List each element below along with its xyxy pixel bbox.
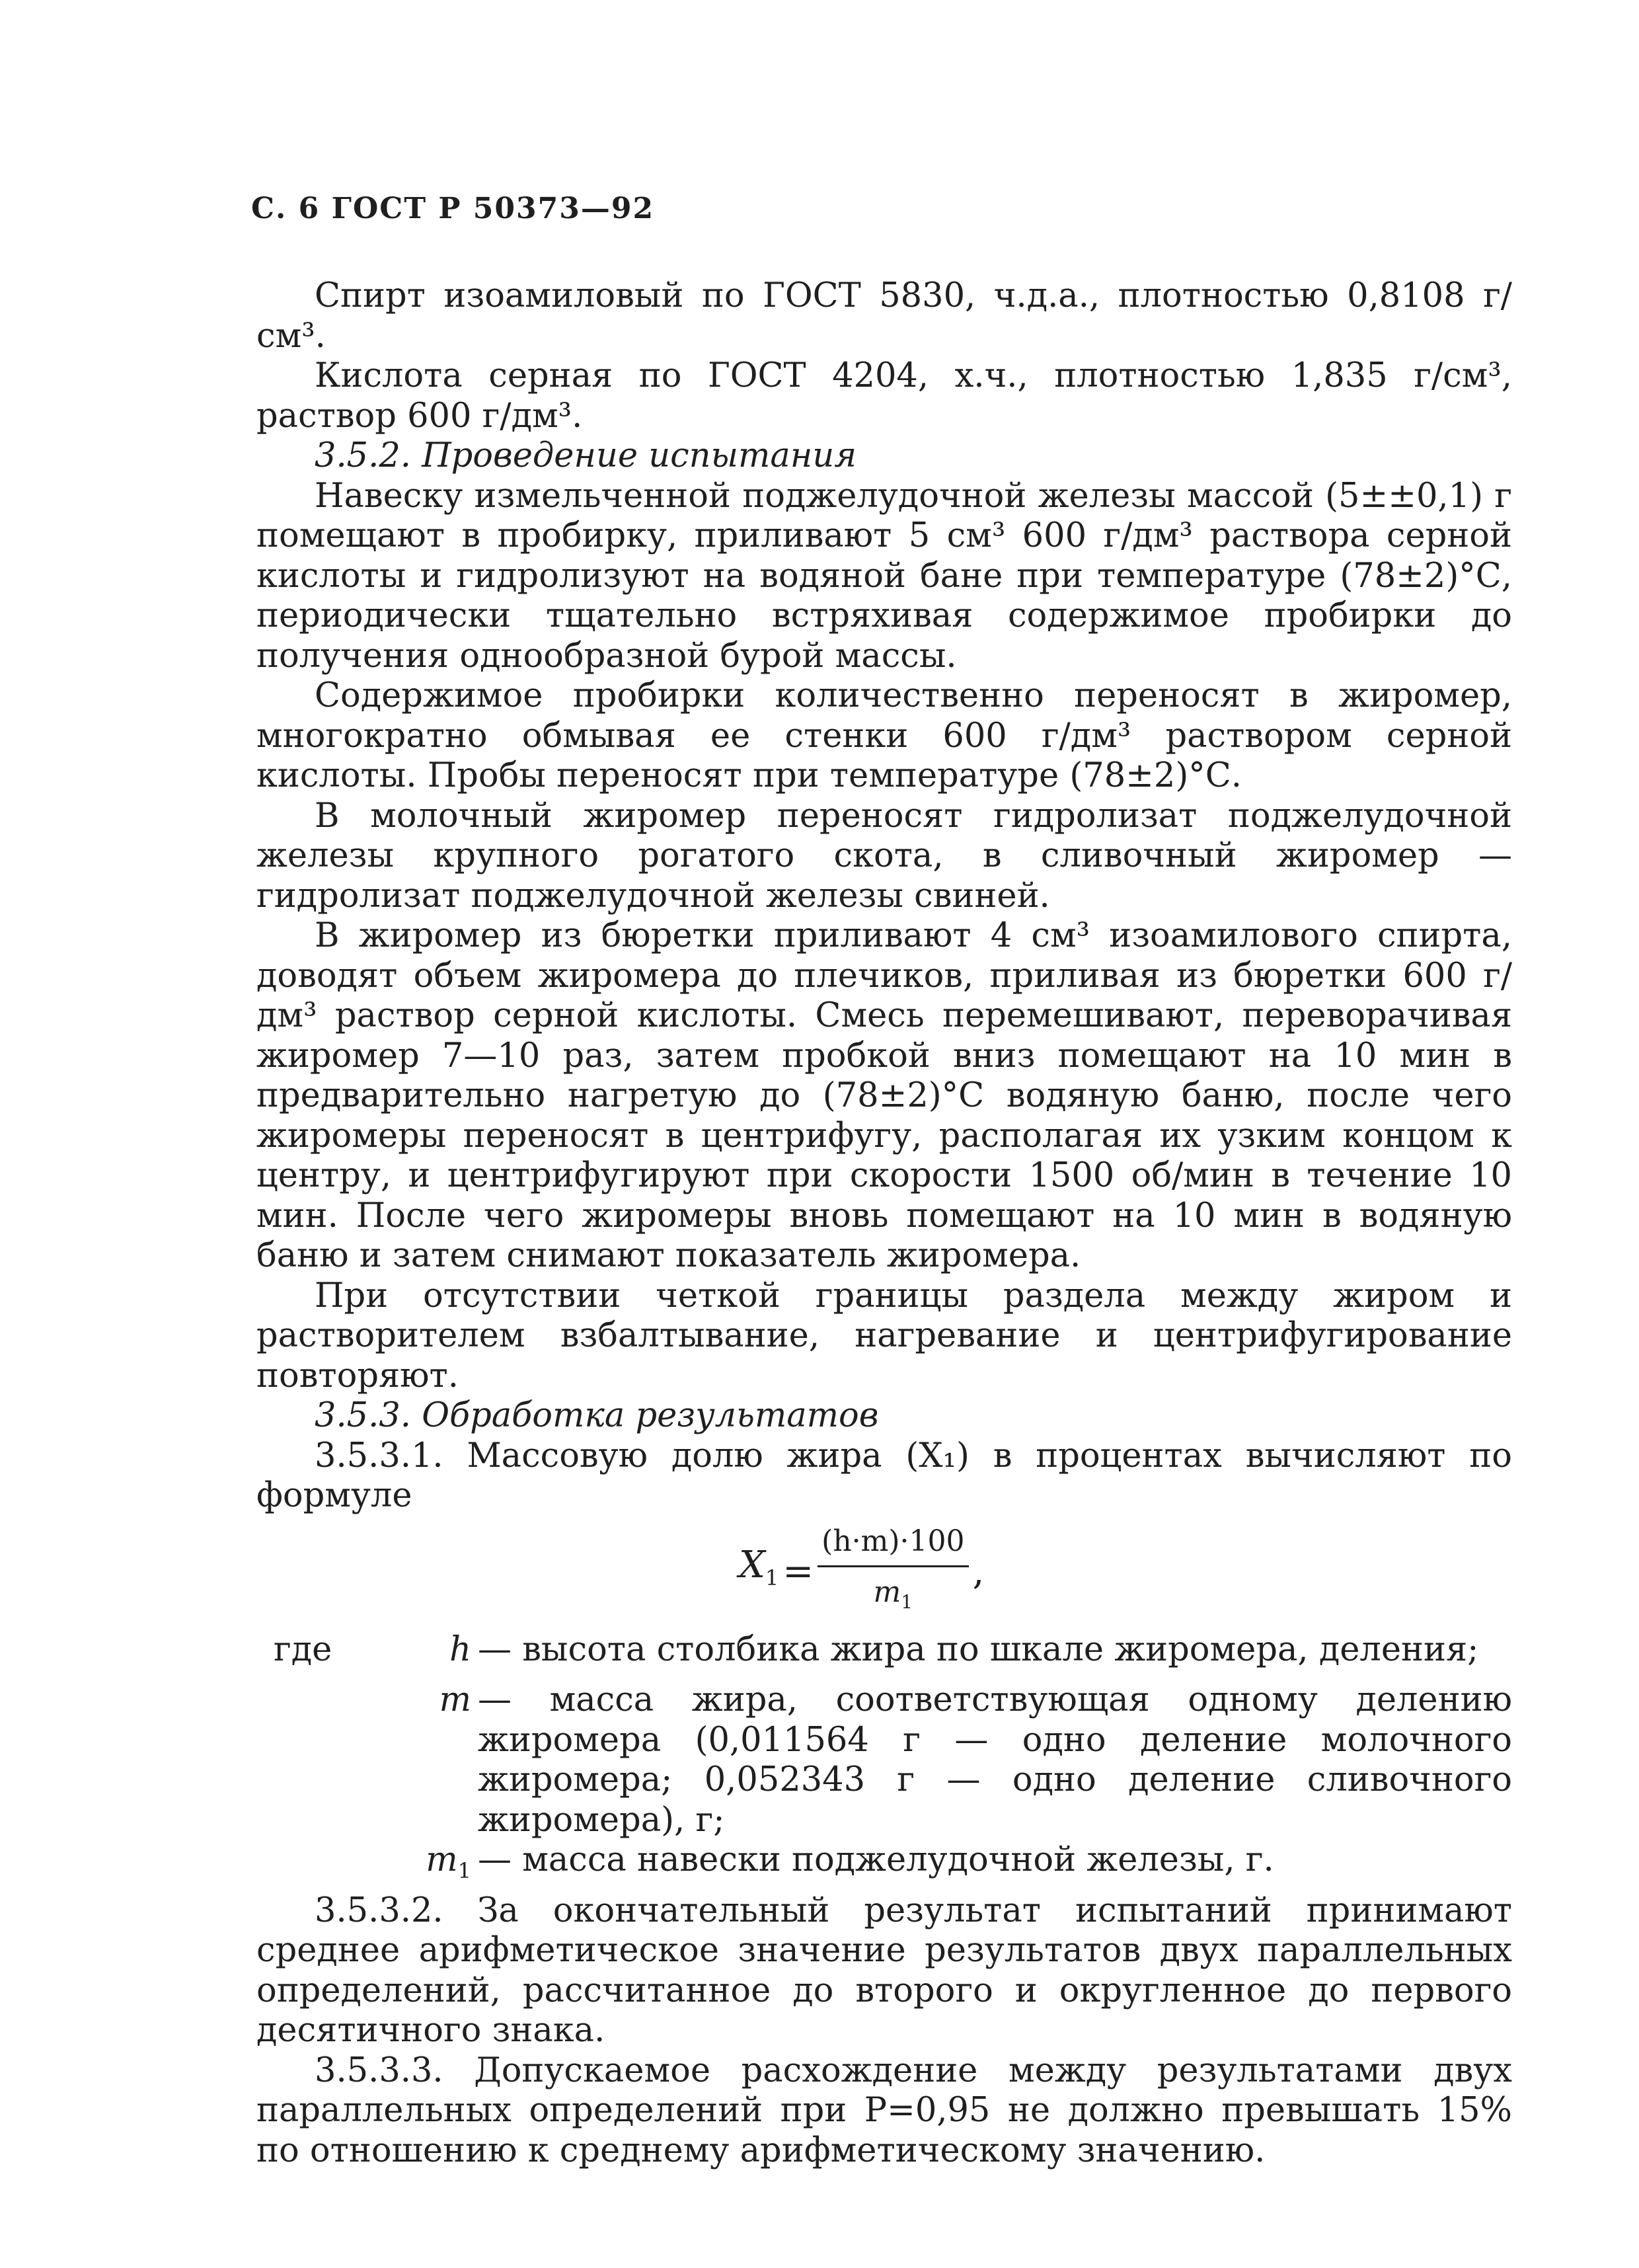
paragraph-sulfuric-acid: Кислота серная по ГОСТ 4204, х.ч., плотностью 1,835 г/см³, раствор 600 г/дм³. <box>256 356 1512 436</box>
paragraph-fatmeter-types: В молочный жиромер переносят гидролизат поджелудочной железы крупного рогатого скота, в сливочный жиромер — гидролизат поджелудочной железы свиней. <box>256 796 1512 916</box>
formula-denominator: $m_1$ <box>873 1575 913 1613</box>
paragraph-tolerance: 3.5.3.3. Допускаемое расхождение между результатами двух параллельных определений при P=0,95 не должно превышать 15% по отношению к среднему арифметическому значению. <box>256 2051 1512 2170</box>
formula <box>256 1516 1512 1630</box>
paragraph-sample-hydrolysis: Навеску измельченной поджелудочной железы массой (5±±0,1) г помещают в пробирку, приливают 5 см³ 600 г/дм³ раствора серной кислоты и гидролизуют на водяной бане при температуре (78±2)°С, периодически тщательно встряхивая содержимое пробирки до получения однообразной бурой массы. <box>256 476 1512 676</box>
formula-lhs: $X_1$ <box>739 1544 779 1591</box>
formula-equals: = <box>782 1549 814 1593</box>
definition-h: где h — высота столбика жира по шкале жиромера, деления; <box>274 1629 1479 1669</box>
paragraph-final-result: 3.5.3.2. За окончательный результат испытаний принимают среднее арифметическое значение результатов двух параллельных определений, рассчитанное до второго и округленное до первого десятичного знака. <box>256 1891 1512 2051</box>
paragraph-centrifugation: В жиромер из бюретки приливают 4 см³ изоамилового спирта, доводят объем жиромера до плечиков, приливая из бюретки 600 г/дм³ раствор серной кислоты. Смесь перемешивают, переворачивая жиромер 7—10 раз, затем пробкой вниз помещают на 10 мин в предварительно нагретую до (78±2)°С водяную баню, после чего жиромеры переносят в центрифугу, располагая их узким концом к центру, и центрифугируют при скорости 1500 об/мин в течение 10 мин. После чего жиромеры вновь помещают на 10 мин в водяную баню и затем снимают показатель жиромера. <box>256 916 1512 1275</box>
page-header: С. 6 ГОСТ Р 50373—92 <box>251 192 655 225</box>
section-heading-test-procedure: 3.5.2. Проведение испытания <box>315 436 857 475</box>
definition-m1: $m_1$ — масса навески поджелудочной железы, г. <box>426 1840 1274 1884</box>
paragraph-formula-intro: 3.5.3.1. Массовую долю жира (X₁) в процентах вычисляют по формуле <box>256 1436 1512 1515</box>
paragraph-repeat: При отсутствии четкой границы раздела между жиром и растворителем взбалтывание, нагревание и центрифугирование повторяют. <box>256 1276 1512 1395</box>
formula-definitions <box>256 1630 1512 1891</box>
paragraph-transfer: Содержимое пробирки количественно переносят в жиромер, многократно обмывая ее стенки 600 г/дм³ раствором серной кислоты. Пробы переносят при температуре (78±2)°С. <box>256 676 1512 795</box>
paragraph-isoamyl-alcohol: Спирт изоамиловый по ГОСТ 5830, ч.д.а., плотностью 0,8108 г/см³. <box>256 276 1512 356</box>
formula-comma: , <box>972 1549 985 1593</box>
definition-m: m — масса жира, соответствующая одному делению жиромера (0,011564 г — одно деление молочного жиромера; 0,052343 г — одно деление сливочного жиромера), г; <box>439 1680 1512 1840</box>
section-heading-results: 3.5.3. Обработка результатов <box>315 1396 879 1435</box>
formula-fraction <box>818 1522 968 1623</box>
formula-numerator: (h·m)·100 <box>818 1522 968 1568</box>
document-body <box>256 276 1512 2171</box>
